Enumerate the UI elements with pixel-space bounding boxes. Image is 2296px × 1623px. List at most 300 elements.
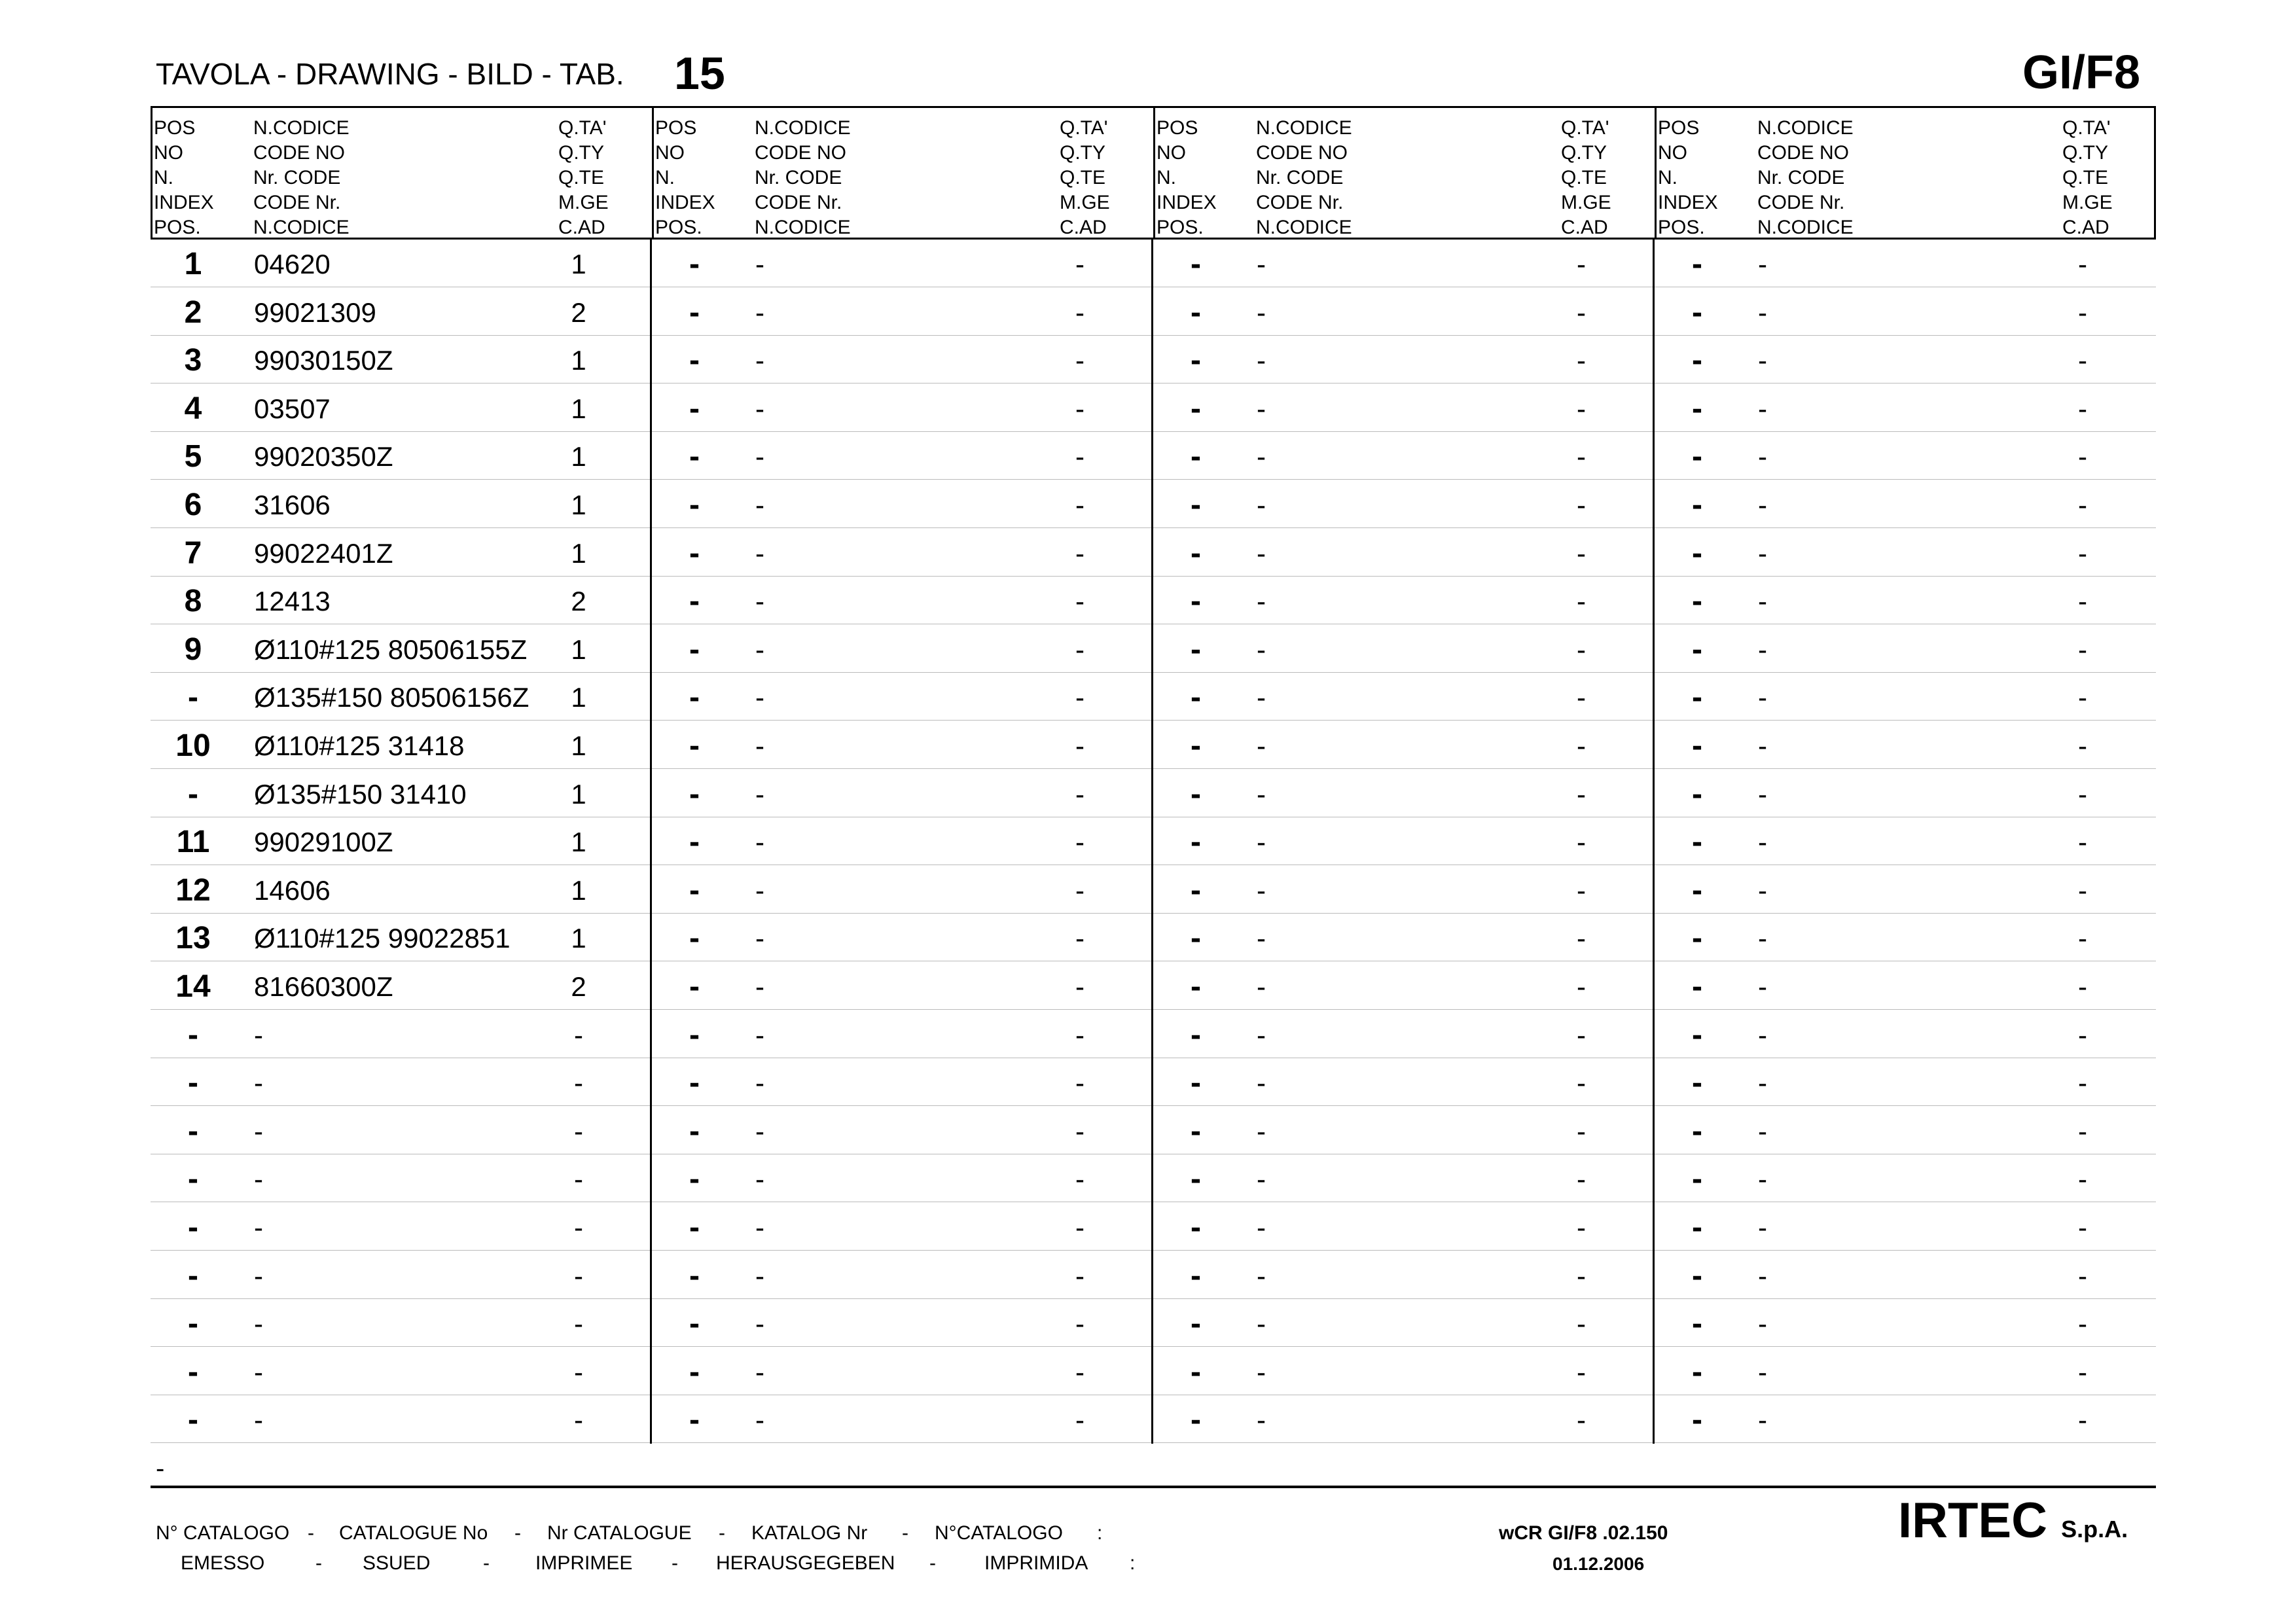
quantity-cell: - [2078, 682, 2087, 713]
header-block [1155, 108, 1657, 238]
quantity-cell: - [1075, 441, 1085, 473]
table-row [151, 1395, 2156, 1443]
header-label: CODE Nr. [1256, 192, 1344, 213]
quantity-cell: - [1577, 441, 1586, 473]
header-label: NO [1658, 142, 1687, 164]
table-row [151, 1203, 2156, 1251]
position-cell: 11 [176, 825, 210, 860]
issued-label: IMPRIMIDA [984, 1552, 1088, 1574]
table-row [151, 914, 2156, 961]
quantity-cell: - [1577, 633, 1586, 665]
code-cell: - [1758, 633, 1767, 665]
drawing-table-number: 15 [674, 48, 725, 99]
quantity-cell: - [2078, 296, 2087, 328]
quantity-cell: - [2078, 1308, 2087, 1340]
code-cell: 31606 [254, 490, 331, 520]
issued-label: - [315, 1552, 322, 1574]
position-cell: - [1692, 343, 1702, 378]
position-cell: - [1692, 1306, 1702, 1342]
quantity-cell: - [1075, 586, 1085, 617]
position-cell: - [1692, 825, 1702, 860]
issued-label: : [1130, 1552, 1136, 1574]
quantity-cell: - [1075, 971, 1085, 1002]
code-cell: - [1257, 923, 1266, 954]
catalog-id: wCR GI/F8 .02.150 [1499, 1522, 1668, 1544]
table-row [151, 1058, 2156, 1106]
position-cell: 4 [184, 391, 202, 426]
quantity-cell: - [574, 1260, 583, 1291]
code-cell: - [1257, 1164, 1266, 1195]
code-cell: - [755, 1308, 764, 1340]
quantity-cell: 1 [571, 393, 586, 424]
position-cell: - [1191, 488, 1201, 522]
footer-divider [151, 1486, 2156, 1488]
catalog-label: N°CATALOGO [935, 1522, 1063, 1544]
code-cell: - [1257, 1260, 1266, 1291]
header-label: INDEX [1658, 192, 1718, 213]
position-cell: - [1191, 535, 1201, 571]
header-label: Nr. CODE [1757, 167, 1845, 188]
header-label: NO [655, 142, 685, 164]
quantity-cell: 1 [571, 923, 586, 954]
quantity-cell: - [2078, 874, 2087, 906]
position-cell: - [1191, 343, 1201, 378]
code-cell: 14606 [254, 874, 331, 906]
header-label: POS [154, 117, 196, 139]
quantity-cell: - [1075, 393, 1085, 424]
header-label: Nr. CODE [1256, 167, 1344, 188]
code-cell: - [1257, 1212, 1266, 1243]
code-cell: - [1758, 490, 1767, 520]
position-cell: - [1692, 872, 1702, 908]
header-label: CODE NO [755, 142, 847, 164]
position-cell: - [1692, 1354, 1702, 1389]
quantity-cell: - [1577, 874, 1586, 906]
drawing-title-label: TAVOLA - DRAWING - BILD - TAB. [156, 57, 624, 91]
header-label: N.CODICE [755, 217, 851, 238]
header-label: N. [1157, 167, 1176, 188]
quantity-cell: - [574, 1308, 583, 1340]
quantity-cell: - [574, 1404, 583, 1436]
header-label: POS. [1658, 217, 1705, 238]
quantity-cell: - [1577, 1404, 1586, 1436]
quantity-cell: - [2078, 1356, 2087, 1387]
position-cell: - [1692, 921, 1702, 956]
issued-label: HERAUSGEGEBEN [716, 1552, 895, 1574]
code-cell: - [254, 1308, 263, 1340]
position-cell: - [1692, 1162, 1702, 1197]
header-label: POS [1658, 117, 1700, 139]
issued-label: SSUED [363, 1552, 431, 1574]
position-cell: - [1692, 1258, 1702, 1293]
code-cell: - [755, 923, 764, 954]
position-cell: - [1191, 632, 1201, 667]
header-label: POS [1157, 117, 1198, 139]
quantity-cell: - [1075, 633, 1085, 665]
table-row [151, 577, 2156, 624]
table-row [151, 721, 2156, 769]
quantity-cell: 1 [571, 633, 586, 665]
code-cell: Ø135#150 80506156Z [254, 682, 529, 713]
position-cell: - [1191, 584, 1201, 619]
code-cell: - [254, 1067, 263, 1099]
catalog-label: - [514, 1522, 521, 1544]
header-block [152, 108, 654, 238]
quantity-cell: - [1577, 1067, 1586, 1099]
position-cell: - [1191, 1306, 1201, 1342]
position-cell: 10 [175, 728, 211, 763]
quantity-cell: - [1075, 682, 1085, 713]
header-label: M.GE [558, 192, 609, 213]
position-cell: - [689, 439, 700, 474]
code-cell: - [755, 296, 764, 328]
code-cell: - [1758, 1067, 1767, 1099]
position-cell: - [188, 1065, 198, 1101]
code-cell: - [755, 1404, 764, 1436]
code-cell: - [1758, 249, 1767, 279]
header-block [1657, 108, 2158, 238]
quantity-cell: - [2078, 490, 2087, 520]
header-pos-column [1157, 116, 1217, 240]
code-cell: - [755, 249, 764, 279]
code-cell: - [1257, 874, 1266, 906]
position-cell: - [188, 776, 198, 812]
quantity-cell: - [1075, 1404, 1085, 1436]
table-row [151, 529, 2156, 577]
code-cell: - [755, 537, 764, 569]
position-cell: - [689, 247, 700, 281]
position-cell: - [1692, 439, 1702, 474]
company-name: IRTEC [1898, 1493, 2047, 1548]
quantity-cell: 1 [571, 682, 586, 713]
header-label: CODE Nr. [1757, 192, 1845, 213]
code-cell: - [1758, 393, 1767, 424]
position-cell: - [1692, 728, 1702, 763]
header-label: CODE NO [1256, 142, 1348, 164]
position-cell: - [1191, 825, 1201, 860]
code-cell: - [755, 827, 764, 858]
quantity-cell: - [1577, 1115, 1586, 1147]
quantity-cell: - [2078, 1260, 2087, 1291]
position-cell: - [1191, 680, 1201, 715]
header-label: Nr. CODE [755, 167, 842, 188]
header-label: N. [655, 167, 675, 188]
position-cell: - [188, 1258, 198, 1293]
header-label: Q.TY [1060, 142, 1106, 164]
code-cell: - [1758, 1308, 1767, 1340]
header-qty-column [1060, 116, 1110, 240]
quantity-cell: - [1075, 827, 1085, 858]
header-label: CODE NO [1757, 142, 1850, 164]
table-row [151, 432, 2156, 480]
position-cell: - [689, 1306, 700, 1342]
code-cell: - [1758, 1164, 1767, 1195]
position-cell: - [1191, 728, 1201, 763]
quantity-cell: - [574, 1164, 583, 1195]
quantity-cell: - [1075, 345, 1085, 376]
position-cell: - [1191, 1354, 1201, 1389]
table-row [151, 1251, 2156, 1299]
position-cell: - [1692, 969, 1702, 1004]
code-cell: - [1758, 730, 1767, 761]
quantity-cell: 1 [571, 537, 586, 569]
table-row [151, 673, 2156, 721]
quantity-cell: - [1075, 296, 1085, 328]
code-cell: 81660300Z [254, 971, 393, 1002]
quantity-cell: - [1075, 490, 1085, 520]
header-label: Q.TA' [1561, 117, 1609, 139]
position-cell: - [689, 921, 700, 956]
position-cell: - [689, 825, 700, 860]
quantity-cell: - [2078, 1404, 2087, 1436]
quantity-cell: - [2078, 1115, 2087, 1147]
header-label: CODE Nr. [755, 192, 842, 213]
header-label: NO [1157, 142, 1186, 164]
code-cell: Ø110#125 80506155Z [254, 633, 528, 665]
position-cell: - [689, 1065, 700, 1101]
code-cell: - [1257, 730, 1266, 761]
model-code: GI/F8 [2022, 46, 2140, 99]
quantity-cell: - [2078, 827, 2087, 858]
code-cell: - [1257, 296, 1266, 328]
code-cell: - [1257, 490, 1266, 520]
code-cell: - [254, 1164, 263, 1195]
quantity-cell: - [2078, 249, 2087, 279]
header-block [654, 108, 1155, 238]
header-label: Q.TY [2062, 142, 2109, 164]
column-separator [650, 240, 652, 1444]
code-cell: - [755, 874, 764, 906]
position-cell: - [689, 535, 700, 571]
quantity-cell: - [2078, 586, 2087, 617]
quantity-cell: - [1577, 1308, 1586, 1340]
position-cell: 12 [175, 872, 211, 908]
quantity-cell: - [1075, 1067, 1085, 1099]
position-cell: - [188, 680, 198, 715]
quantity-cell: - [1075, 249, 1085, 279]
header-label: Q.TE [2062, 167, 2109, 188]
position-cell: - [1692, 391, 1702, 426]
position-cell: - [689, 1402, 700, 1438]
position-cell: - [188, 1402, 198, 1438]
header-code-column [253, 116, 350, 240]
quantity-cell: - [1577, 730, 1586, 761]
issued-label: - [929, 1552, 936, 1574]
quantity-cell: - [1577, 1260, 1586, 1291]
footer-note: - [156, 1454, 165, 1483]
code-cell: - [1758, 441, 1767, 473]
position-cell: - [1191, 1162, 1201, 1197]
code-cell: - [1257, 1356, 1266, 1387]
code-cell: - [755, 682, 764, 713]
position-cell: - [1191, 247, 1201, 281]
position-cell: - [1692, 1402, 1702, 1438]
position-cell: - [689, 1017, 700, 1052]
table-row [151, 962, 2156, 1010]
position-cell: - [1692, 1017, 1702, 1052]
table-row [151, 384, 2156, 432]
header-label: M.GE [1561, 192, 1611, 213]
header-label: M.GE [2062, 192, 2113, 213]
quantity-cell: - [1577, 682, 1586, 713]
code-cell: Ø135#150 31410 [254, 778, 467, 810]
code-cell: - [1257, 345, 1266, 376]
header-label: Q.TA' [1060, 117, 1108, 139]
position-cell: 14 [175, 969, 211, 1004]
code-cell: - [254, 1260, 263, 1291]
position-cell: - [689, 632, 700, 667]
header-separator [1153, 108, 1155, 238]
header-label: Q.TY [1561, 142, 1607, 164]
position-cell: - [1692, 247, 1702, 281]
header-label: CODE Nr. [253, 192, 341, 213]
code-cell: 12413 [254, 586, 331, 617]
code-cell: - [755, 490, 764, 520]
quantity-cell: 1 [571, 730, 586, 761]
position-cell: - [1692, 776, 1702, 812]
position-cell: - [1692, 680, 1702, 715]
position-cell: 3 [184, 343, 202, 378]
header-label: C.AD [1561, 217, 1608, 238]
position-cell: - [689, 969, 700, 1004]
issued-label: IMPRIMEE [535, 1552, 633, 1574]
header-label: INDEX [655, 192, 715, 213]
code-cell: - [755, 393, 764, 424]
header-pos-column [154, 116, 214, 240]
position-cell: - [1191, 1210, 1201, 1245]
code-cell: - [1758, 971, 1767, 1002]
column-separator [1653, 240, 1655, 1444]
quantity-cell: 1 [571, 345, 586, 376]
code-cell: - [755, 1115, 764, 1147]
code-cell: - [755, 345, 764, 376]
code-cell: - [1257, 537, 1266, 569]
table-row [151, 336, 2156, 383]
header-label: N.CODICE [1757, 217, 1854, 238]
quantity-cell: 1 [571, 827, 586, 858]
position-cell: 5 [184, 439, 202, 474]
code-cell: - [254, 1212, 263, 1243]
quantity-cell: - [2078, 730, 2087, 761]
position-cell: - [1692, 584, 1702, 619]
code-cell: - [755, 778, 764, 810]
position-cell: 1 [184, 247, 202, 281]
quantity-cell: - [1075, 1164, 1085, 1195]
code-cell: - [254, 1404, 263, 1436]
catalog-label: : [1097, 1522, 1103, 1544]
issued-label: - [483, 1552, 490, 1574]
code-cell: 99022401Z [254, 537, 393, 569]
quantity-cell: - [2078, 633, 2087, 665]
header-label: INDEX [154, 192, 214, 213]
position-cell: - [1191, 1113, 1201, 1149]
code-cell: - [755, 1260, 764, 1291]
position-cell: 8 [184, 584, 202, 619]
position-cell: - [1191, 1065, 1201, 1101]
quantity-cell: - [1577, 249, 1586, 279]
code-cell: - [1758, 1212, 1767, 1243]
header-label: N.CODICE [253, 117, 350, 139]
catalog-label: N° CATALOGO [156, 1522, 290, 1544]
position-cell: - [1191, 294, 1201, 330]
header-label: POS. [1157, 217, 1204, 238]
header-label: Q.TE [558, 167, 605, 188]
quantity-cell: - [1577, 345, 1586, 376]
quantity-cell: - [2078, 1212, 2087, 1243]
position-cell: - [1692, 632, 1702, 667]
catalog-label: - [308, 1522, 314, 1544]
table-row [151, 480, 2156, 528]
code-cell: - [1758, 827, 1767, 858]
position-cell: - [188, 1210, 198, 1245]
position-cell: - [1191, 921, 1201, 956]
code-cell: - [755, 586, 764, 617]
catalog-label: - [902, 1522, 908, 1544]
header-qty-column [558, 116, 609, 240]
position-cell: - [1191, 1017, 1201, 1052]
quantity-cell: - [1577, 1019, 1586, 1050]
quantity-cell: - [2078, 971, 2087, 1002]
header-pos-column [655, 116, 715, 240]
quantity-cell: 1 [571, 249, 586, 279]
position-cell: - [689, 1258, 700, 1293]
header-label: N.CODICE [253, 217, 350, 238]
code-cell: - [1758, 682, 1767, 713]
code-cell: - [1758, 586, 1767, 617]
header-label: M.GE [1060, 192, 1110, 213]
table-row [151, 817, 2156, 865]
quantity-cell: - [1075, 1260, 1085, 1291]
quantity-cell: - [1075, 730, 1085, 761]
quantity-cell: - [2078, 345, 2087, 376]
quantity-cell: - [1577, 490, 1586, 520]
quantity-cell: - [2078, 537, 2087, 569]
catalog-label: - [719, 1522, 725, 1544]
header-label: Nr. CODE [253, 167, 341, 188]
header-separator [1655, 108, 1657, 238]
code-cell: - [1758, 1404, 1767, 1436]
code-cell: - [1758, 345, 1767, 376]
position-cell: - [1692, 1210, 1702, 1245]
position-cell: - [1692, 1113, 1702, 1149]
code-cell: - [1257, 778, 1266, 810]
quantity-cell: - [574, 1212, 583, 1243]
quantity-cell: - [1577, 586, 1586, 617]
quantity-cell: 1 [571, 441, 586, 473]
table-row [151, 1299, 2156, 1347]
company-logo-text [1898, 1492, 2128, 1549]
header-label: Q.TE [1060, 167, 1106, 188]
table-row [151, 1154, 2156, 1202]
position-cell: - [1191, 391, 1201, 426]
catalog-label: Nr CATALOGUE [547, 1522, 692, 1544]
code-cell: - [1257, 586, 1266, 617]
issued-label: EMESSO [181, 1552, 265, 1574]
position-cell: - [188, 1162, 198, 1197]
code-cell: - [755, 1019, 764, 1050]
header-label: N. [1658, 167, 1677, 188]
code-cell: - [1758, 923, 1767, 954]
position-cell: - [689, 776, 700, 812]
position-cell: - [1191, 1258, 1201, 1293]
quantity-cell: - [574, 1356, 583, 1387]
quantity-cell: - [2078, 1019, 2087, 1050]
code-cell: - [1758, 296, 1767, 328]
position-cell: - [689, 680, 700, 715]
header-label: N.CODICE [1256, 117, 1352, 139]
code-cell: - [1257, 971, 1266, 1002]
position-cell: - [1191, 969, 1201, 1004]
